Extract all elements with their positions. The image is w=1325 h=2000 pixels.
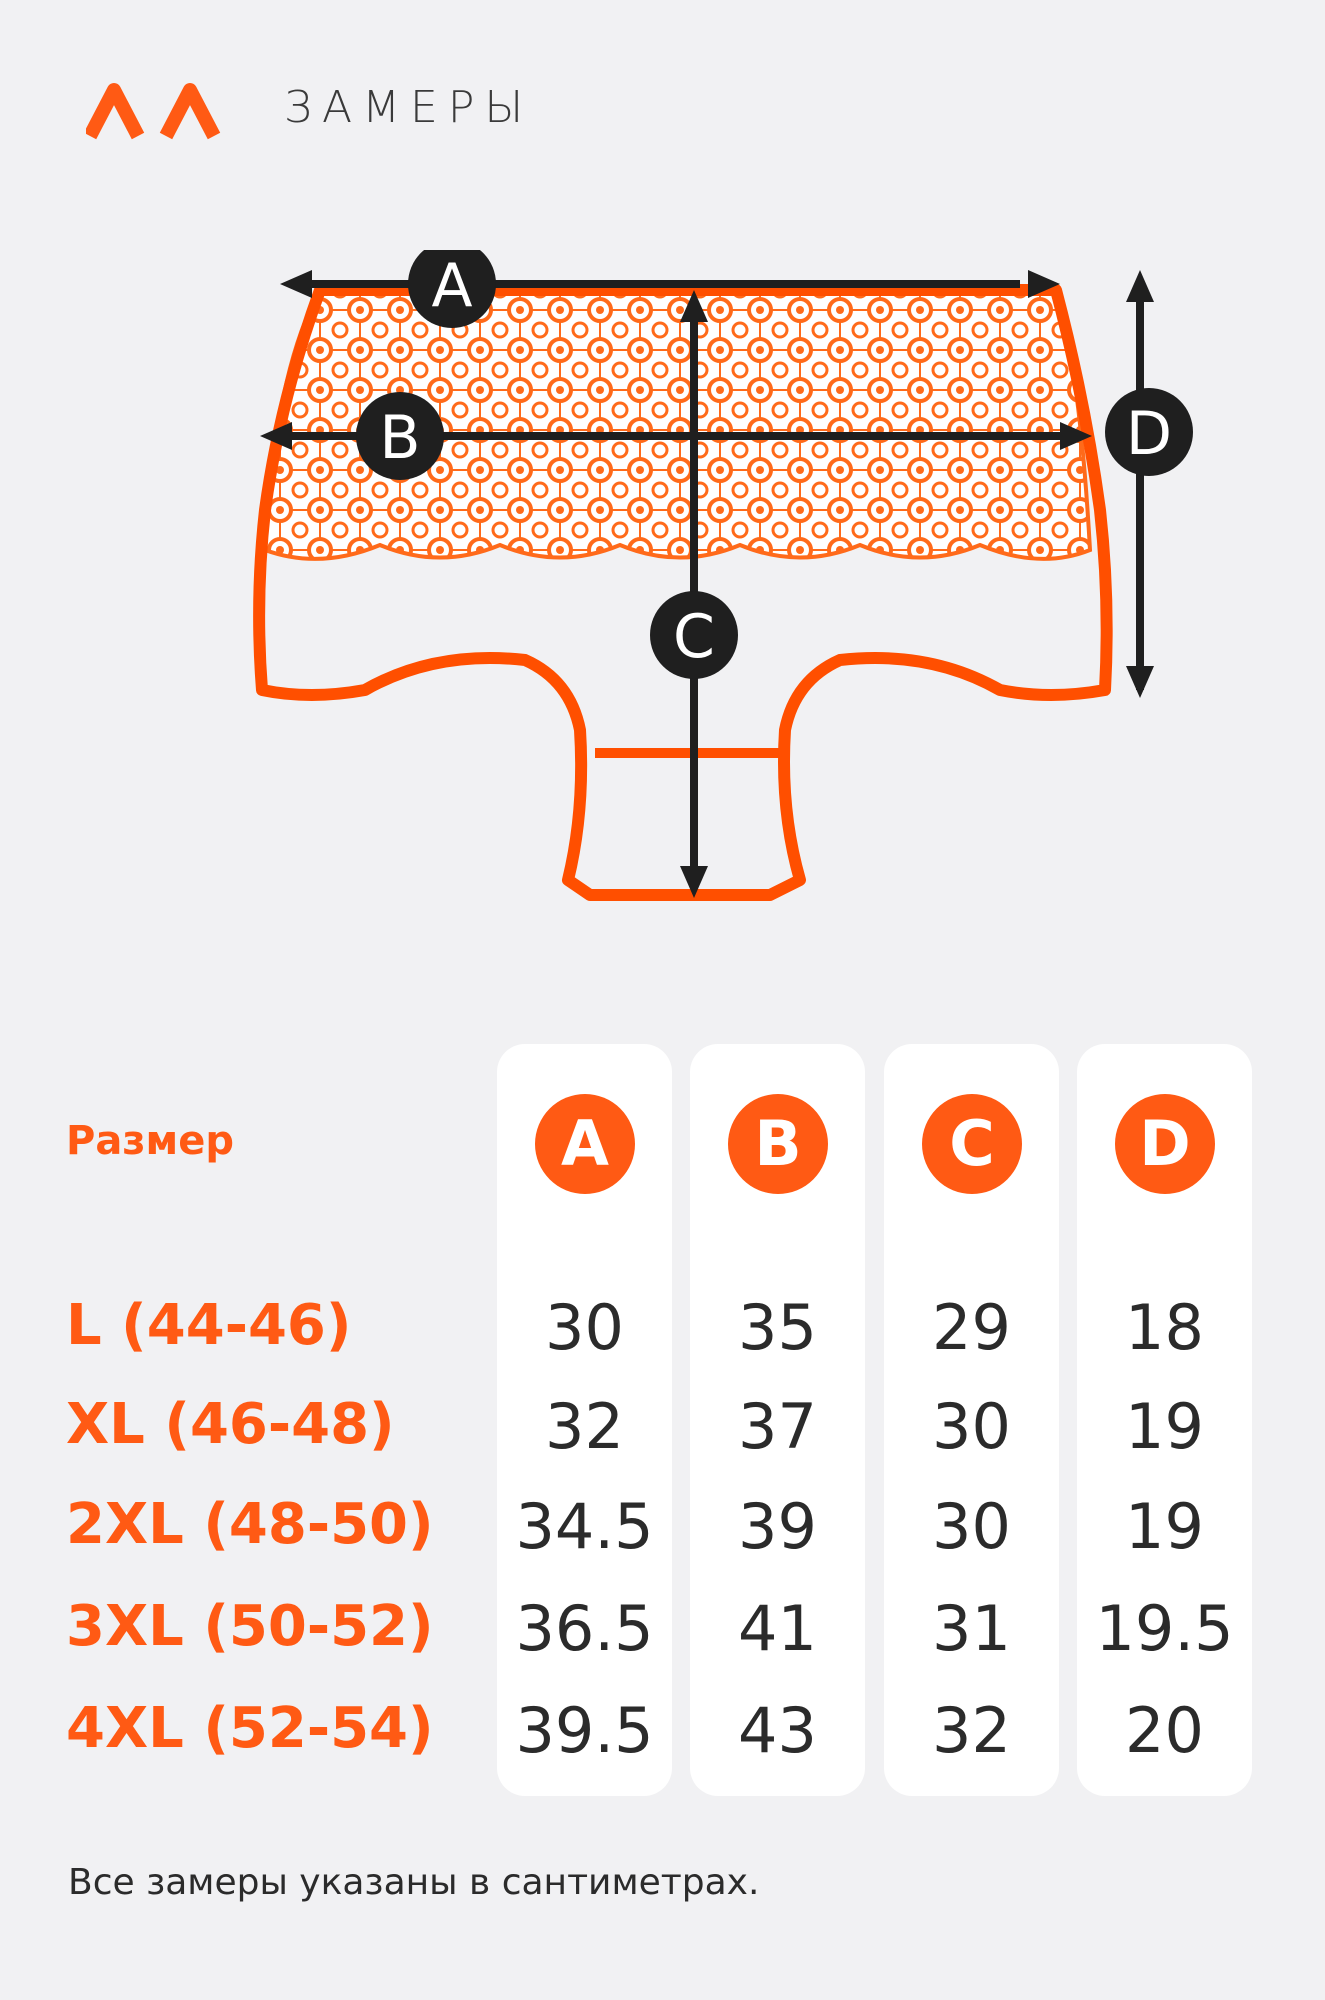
- size-row-label: 2XL (48-50): [66, 1492, 434, 1557]
- marker-d: [1105, 388, 1193, 476]
- size-row-label: L (44-46): [66, 1293, 352, 1358]
- table-cell: 30: [932, 1390, 1011, 1463]
- svg-text:A: A: [431, 251, 473, 321]
- column-b: [690, 1044, 865, 1796]
- svg-text:C: C: [673, 602, 715, 672]
- table-cell: 39: [738, 1490, 817, 1563]
- svg-text:D: D: [1125, 399, 1173, 469]
- column-d: [1077, 1044, 1252, 1796]
- header: [86, 70, 1236, 160]
- table-cell: 30: [932, 1490, 1011, 1563]
- table-cell: 19.5: [1095, 1592, 1234, 1665]
- svg-text:B: B: [379, 403, 421, 473]
- marker-c: [650, 591, 738, 679]
- column-badge-a: A: [535, 1094, 635, 1194]
- page-title: ЗАМЕРЫ: [284, 82, 534, 133]
- size-row-label: 3XL (50-52): [66, 1594, 434, 1659]
- table-cell: 32: [545, 1390, 624, 1463]
- column-c: [884, 1044, 1059, 1796]
- measurement-table: [497, 1044, 1253, 1796]
- table-cell: 34.5: [515, 1490, 654, 1563]
- size-row-label: XL (46-48): [66, 1392, 395, 1457]
- size-row-label: 4XL (52-54): [66, 1696, 434, 1761]
- measurement-diagram: [220, 250, 1220, 970]
- table-cell: 37: [738, 1390, 817, 1463]
- table-cell: 19: [1125, 1390, 1204, 1463]
- table-cell: 43: [738, 1694, 817, 1767]
- double-chevron-logo-icon: [86, 82, 226, 142]
- table-cell: 29: [932, 1291, 1011, 1364]
- marker-b: [356, 392, 444, 480]
- column-badge-c: C: [922, 1094, 1022, 1194]
- table-cell: 35: [738, 1291, 817, 1364]
- footnote: Все замеры указаны в сантиметрах.: [68, 1862, 760, 1903]
- column-badge-b: B: [728, 1094, 828, 1194]
- table-cell: 19: [1125, 1490, 1204, 1563]
- table-cell: 41: [738, 1592, 817, 1665]
- table-cell: 31: [932, 1592, 1011, 1665]
- column-a: [497, 1044, 672, 1796]
- table-cell: 36.5: [515, 1592, 654, 1665]
- table-cell: 32: [932, 1694, 1011, 1767]
- column-badge-d: D: [1115, 1094, 1215, 1194]
- table-cell: 20: [1125, 1694, 1204, 1767]
- briefs-diagram: [220, 250, 1220, 970]
- table-cell: 30: [545, 1291, 624, 1364]
- size-column-header: Размер: [66, 1118, 235, 1164]
- table-cell: 18: [1125, 1291, 1204, 1364]
- table-cell: 39.5: [515, 1694, 654, 1767]
- arrow-d: [1126, 270, 1154, 698]
